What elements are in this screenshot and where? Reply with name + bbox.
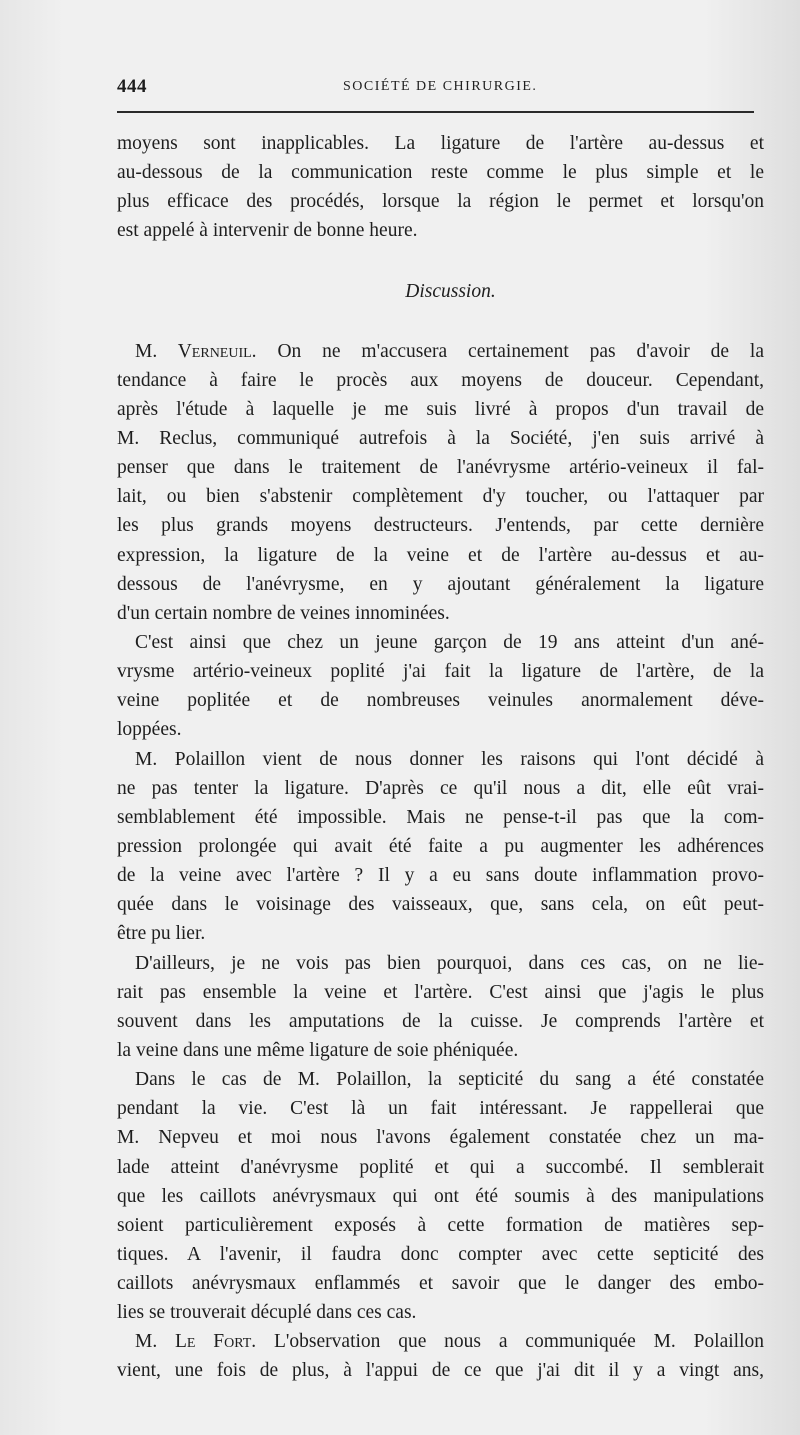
text-line: M. Polaillon vient de nous donner les raisons qui l'ont décidé à xyxy=(135,748,764,770)
text-line: semblablement été impossible. Mais ne pense-t-il pas que la com- xyxy=(117,806,764,828)
text-line: de la veine avec l'artère ? Il y a eu sans doute inflammation provo- xyxy=(117,865,764,887)
text-line: vrysme artério-veineux poplité j'ai fait la ligature de l'artère, de la xyxy=(117,661,764,683)
text-line: pression prolongée qui avait été faite a pu augmenter les adhérences xyxy=(117,835,764,857)
text-line: pendant la vie. C'est là un fait intéressant. Je rappellerai que xyxy=(117,1098,764,1120)
text-line: dessous de l'anévrysme, en y ajoutant généralement la ligature xyxy=(117,573,764,595)
speaker-name: M. Verneuil. xyxy=(135,340,257,362)
running-head: SOCIÉTÉ DE CHIRURGIE. xyxy=(343,79,538,94)
page-number: 444 xyxy=(117,76,147,97)
speaker-name: M. Le Fort. xyxy=(135,1331,257,1353)
text-line: moyens sont inapplicables. La ligature de l'artère au-dessus et xyxy=(117,133,764,154)
text-line: est appelé à intervenir de bonne heure. xyxy=(117,220,418,242)
text-line: penser que dans le traitement de l'anévrysme artério-veineux il fal- xyxy=(117,457,764,479)
text-line: souvent dans les amputations de la cuisse. Je comprends l'artère et xyxy=(117,1010,764,1032)
text-line: ne pas tenter la ligature. D'après ce qu'il nous a dit, elle eût vrai- xyxy=(117,777,764,799)
text-line: tiques. A l'avenir, il faudra donc compter avec cette septicité des xyxy=(117,1243,764,1265)
spacer xyxy=(117,246,764,277)
text-line: être pu lier. xyxy=(117,923,206,945)
text-line: Dans le cas de M. Polaillon, la septicité du sang a été constatée xyxy=(135,1069,764,1091)
text-line: D'ailleurs, je ne vois pas bien pourquoi, dans ces cas, on ne lie- xyxy=(135,952,764,974)
section-heading: Discussion. xyxy=(405,280,496,302)
text-fragment: L'observation que nous a communiquée M. Polaillon xyxy=(274,1331,765,1353)
text-line: C'est ainsi que chez un jeune garçon de 19 ans atteint d'un ané- xyxy=(135,631,764,653)
text-line: vient, une fois de plus, à l'appui de ce que j'ai dit il y a vingt ans, xyxy=(117,1360,764,1382)
page-header xyxy=(117,76,757,100)
speaker-line xyxy=(117,1327,764,1356)
text-line: loppées. xyxy=(117,719,182,741)
text-line: lade atteint d'anévrysme poplité et qui a succombé. Il semblerait xyxy=(117,1156,764,1178)
text-line: rait pas ensemble la veine et l'artère. C'est ainsi que j'agis le plus xyxy=(117,981,764,1003)
text-line: les plus grands moyens destructeurs. J'entends, par cette dernière xyxy=(117,515,764,537)
text-line: M. Nepveu et moi nous l'avons également constatée chez un ma- xyxy=(117,1127,764,1149)
text-line: tendance à faire le procès aux moyens de douceur. Cependant, xyxy=(117,369,764,391)
body-text xyxy=(117,129,764,1386)
speaker-line xyxy=(117,337,764,366)
text-line: lies se trouverait décuplé dans ces cas. xyxy=(117,1302,417,1324)
text-line: quée dans le voisinage des vaisseaux, que, sans cela, on eût peut- xyxy=(117,894,764,916)
text-line: M. Reclus, communiqué autrefois à la Société, j'en suis arrivé à xyxy=(117,427,764,449)
text-line: d'un certain nombre de veines innominées. xyxy=(117,602,450,624)
spacer xyxy=(117,306,764,337)
text-fragment: On ne m'accusera certainement pas d'avoir de la xyxy=(277,340,764,362)
text-line: après l'étude à laquelle je me suis livré à propos d'un travail de xyxy=(117,398,764,420)
text-line: expression, la ligature de la veine et de l'artère au-dessus et au- xyxy=(117,544,764,566)
text-line: plus efficace des procédés, lorsque la région le permet et lorsqu'on xyxy=(117,191,764,213)
text-line: au-dessous de la communication reste comme le plus simple et le xyxy=(117,162,764,184)
text-line: caillots anévrysmaux enflammés et savoir que le danger des embo- xyxy=(117,1273,764,1295)
text-line: la veine dans une même ligature de soie phéniquée. xyxy=(117,1039,519,1061)
text-line: que les caillots anévrysmaux qui ont été soumis à des manipulations xyxy=(117,1185,764,1207)
text-line: lait, ou bien s'abstenir complètement d'y toucher, ou l'attaquer par xyxy=(117,486,764,508)
text-line: veine poplitée et de nombreuses veinules anormalement déve- xyxy=(117,690,764,712)
header-rule xyxy=(117,111,754,113)
text-line: soient particulièrement exposés à cette formation de matières sep- xyxy=(117,1214,764,1236)
